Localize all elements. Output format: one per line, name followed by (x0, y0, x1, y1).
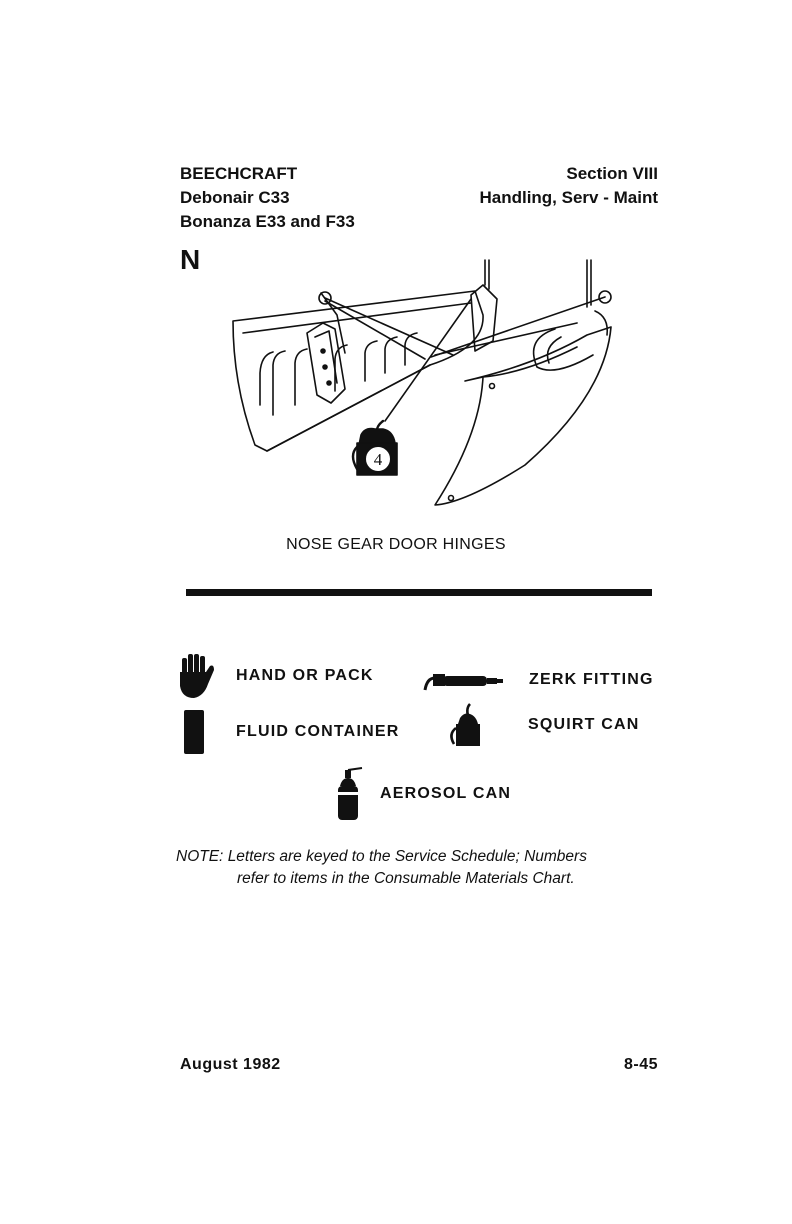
note-block (176, 846, 676, 890)
divider-rule (186, 589, 652, 596)
legend-fluid-container (180, 708, 399, 756)
note-line-2: refer to items in the Consumable Materials Chart. (237, 870, 575, 887)
legend-zerk-fitting-label: ZERK FITTING (529, 671, 654, 688)
legend-fluid-container-label: FLUID CONTAINER (236, 723, 400, 740)
footer-date: August 1982 (180, 1056, 281, 1073)
model-line-2: Bonanza E33 and F33 (180, 212, 355, 231)
page-number: 8-45 (623, 1056, 658, 1073)
manufacturer: BEECHCRAFT (180, 164, 298, 183)
header-right (479, 162, 658, 210)
fluid-container-icon (180, 708, 210, 756)
legend-hand-or-pack-label: HAND OR PACK (236, 667, 374, 684)
note-lead: NOTE: (176, 848, 224, 865)
zerk-fitting-icon (423, 668, 505, 692)
squirt-can-icon (446, 702, 486, 748)
nose-gear-door-illustration (225, 255, 620, 520)
figure-caption: NOSE GEAR DOOR HINGES (286, 536, 506, 553)
legend-hand-or-pack (176, 652, 374, 700)
legend-squirt-can-label: SQUIRT CAN (528, 716, 640, 733)
legend-aerosol-can (334, 764, 511, 824)
header-left (180, 162, 355, 234)
section-number: Section VIII (566, 164, 658, 183)
hand-icon (176, 652, 220, 700)
aerosol-can-icon (334, 764, 366, 824)
section-letter: N (180, 244, 201, 275)
legend-squirt-can (446, 702, 640, 748)
note-line-1: Letters are keyed to the Service Schedule; Numbers (227, 848, 587, 865)
model-line-1: Debonair C33 (180, 188, 290, 207)
legend-aerosol-can-label: AEROSOL CAN (380, 785, 512, 802)
legend-zerk-fitting (423, 668, 654, 692)
section-title: Handling, Serv - Maint (479, 188, 658, 207)
callout-number: 4 (373, 450, 383, 469)
